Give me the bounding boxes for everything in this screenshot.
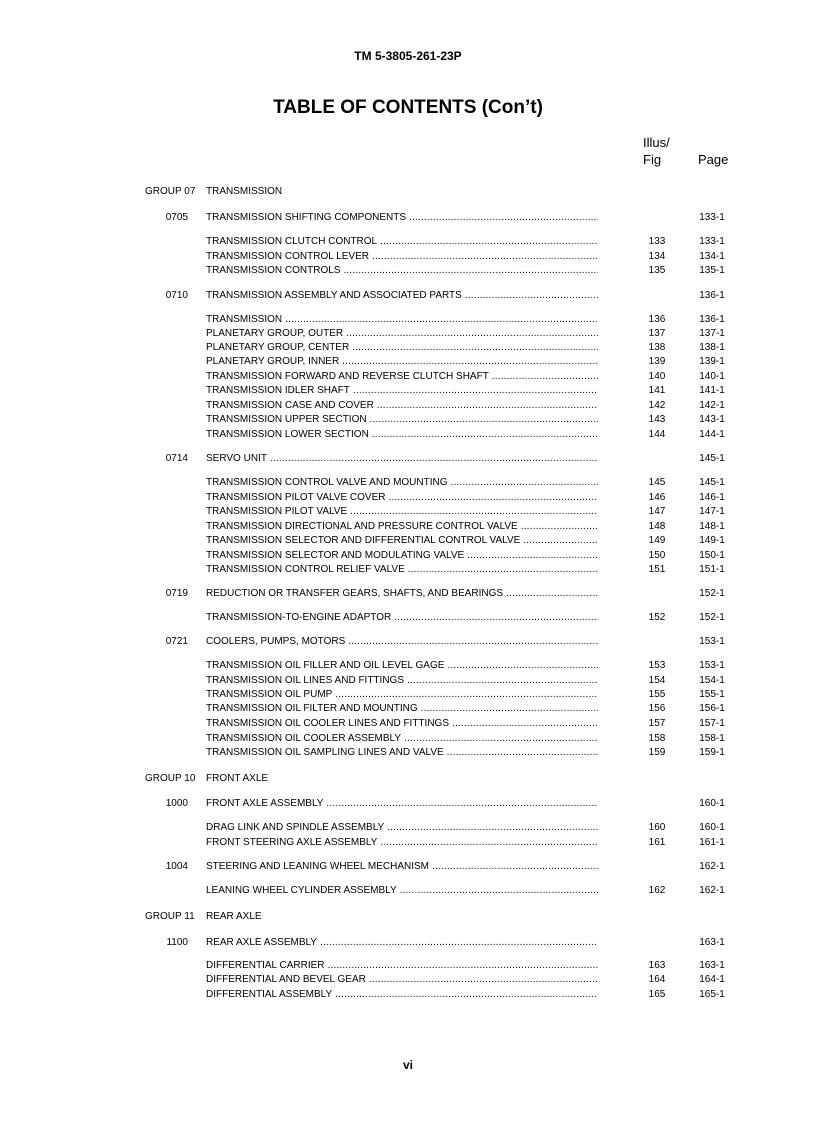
toc-title: TRANSMISSION OIL SAMPLING LINES AND VALVE ..... [206, 746, 598, 760]
toc-page: 151-1 [699, 564, 725, 575]
toc-title: TRANSMISSION CONTROL RELIEF VALVE ..... [206, 563, 598, 577]
toc-page: 137-1 [699, 328, 725, 339]
toc-page: 142-1 [699, 400, 725, 411]
toc-title: DIFFERENTIAL AND BEVEL GEAR ..... [206, 973, 598, 987]
toc-section-row [0, 289, 816, 303]
toc-title: TRANSMISSION ..... [206, 313, 598, 327]
page-title: TABLE OF CONTENTS (Con’t) [273, 97, 543, 118]
page-column-header: Page [698, 152, 729, 167]
toc-title: LEANING WHEEL CYLINDER ASSEMBLY ..... [206, 884, 598, 898]
toc-group-row [0, 910, 816, 924]
toc-title: TRANSMISSION UPPER SECTION ..... [206, 413, 598, 427]
toc-fig: 137 [648, 328, 666, 339]
toc-page: 146-1 [699, 492, 725, 503]
toc-title: DIFFERENTIAL ASSEMBLY ..... [206, 988, 598, 1002]
toc-title: TRANSMISSION CONTROL LEVER ..... [206, 250, 598, 264]
toc-section-row [0, 587, 816, 601]
toc-page: 138-1 [699, 342, 725, 353]
toc-page: 152-1 [699, 588, 725, 599]
toc-title: STEERING AND LEANING WHEEL MECHANISM ..... [206, 860, 598, 874]
toc-code: 1004 [165, 861, 188, 872]
toc-item-row [0, 674, 816, 688]
toc-fig: 155 [648, 689, 666, 700]
toc-page: 145-1 [699, 477, 725, 488]
toc-title: TRANSMISSION ASSEMBLY AND ASSOCIATED PARTS ..... [206, 289, 598, 303]
toc-title: TRANSMISSION CLUTCH CONTROL ..... [206, 235, 598, 249]
toc-title: TRANSMISSION CASE AND COVER ..... [206, 399, 598, 413]
toc-item-row [0, 884, 816, 898]
toc-item-row [0, 821, 816, 835]
toc-title: TRANSMISSION PILOT VALVE COVER ..... [206, 491, 598, 505]
toc-section-row [0, 452, 816, 466]
document-id: TM 5-3805-261-23P [354, 49, 462, 63]
toc-title: TRANSMISSION SELECTOR AND DIFFERENTIAL CONTROL VALVE ..... [206, 534, 598, 548]
toc-fig: 159 [648, 747, 666, 758]
toc-group-row [0, 185, 816, 199]
toc-page: 136-1 [699, 290, 725, 301]
toc-item-row [0, 264, 816, 278]
toc-fig: 143 [648, 414, 666, 425]
toc-code: 1000 [165, 798, 188, 809]
toc-fig: 138 [648, 342, 666, 353]
toc-title: FRONT STEERING AXLE ASSEMBLY ..... [206, 836, 598, 850]
toc-title: TRANSMISSION OIL FILLER AND OIL LEVEL GAGE ..... [206, 659, 598, 673]
toc-item-row [0, 428, 816, 442]
toc-title: TRANSMISSION OIL COOLER LINES AND FITTINGS ..... [206, 717, 598, 731]
toc-fig: 151 [648, 564, 666, 575]
toc-page: 141-1 [699, 385, 725, 396]
toc-page: 134-1 [699, 251, 725, 262]
toc-section-row [0, 635, 816, 649]
toc-page: 148-1 [699, 521, 725, 532]
toc-item-row [0, 717, 816, 731]
toc-fig: 148 [648, 521, 666, 532]
toc-fig: 160 [648, 822, 666, 833]
toc-page: 162-1 [699, 885, 725, 896]
toc-code: 1100 [166, 937, 188, 948]
toc-title: TRANSMISSION DIRECTIONAL AND PRESSURE CONTROL VALVE ..... [206, 520, 598, 534]
toc-item-row [0, 732, 816, 746]
toc-title: TRANSMISSION OIL LINES AND FITTINGS ..... [206, 674, 598, 688]
toc-title: PLANETARY GROUP, CENTER ..... [206, 341, 598, 355]
toc-item-row [0, 413, 816, 427]
toc-fig: 141 [648, 385, 666, 396]
toc-fig: 139 [648, 356, 666, 367]
toc-item-row [0, 611, 816, 625]
toc-fig: 144 [648, 429, 666, 440]
toc-item-row [0, 746, 816, 760]
toc-item-row [0, 370, 816, 384]
toc-item-row [0, 973, 816, 987]
toc-item-row [0, 549, 816, 563]
toc-page: 158-1 [699, 733, 725, 744]
toc-item-row [0, 688, 816, 702]
toc-item-row [0, 702, 816, 716]
toc-page: 143-1 [699, 414, 725, 425]
toc-title: TRANSMISSION IDLER SHAFT ..... [206, 384, 598, 398]
toc-fig: 162 [648, 885, 666, 896]
toc-title: TRANSMISSION-TO-ENGINE ADAPTOR ..... [206, 611, 598, 625]
toc-fig: 147 [648, 506, 666, 517]
toc-code: GROUP 07 [145, 186, 196, 197]
toc-title: TRANSMISSION LOWER SECTION ..... [206, 428, 598, 442]
toc-title: TRANSMISSION OIL PUMP ..... [206, 688, 598, 702]
toc-fig: 135 [648, 265, 666, 276]
toc-item-row [0, 235, 816, 249]
toc-item-row [0, 534, 816, 548]
toc-title: DIFFERENTIAL CARRIER ..... [206, 959, 598, 973]
toc-page: 139-1 [699, 356, 725, 367]
toc-page: 156-1 [699, 703, 725, 714]
toc-item-row [0, 341, 816, 355]
toc-title: DRAG LINK AND SPINDLE ASSEMBLY ..... [206, 821, 598, 835]
toc-page: 147-1 [699, 506, 725, 517]
toc-title: TRANSMISSION PILOT VALVE ..... [206, 505, 598, 519]
toc-page: 153-1 [699, 636, 725, 647]
toc-fig: 152 [648, 612, 666, 623]
toc-page: 159-1 [699, 747, 725, 758]
toc-group-row [0, 772, 816, 786]
toc-fig: 161 [648, 837, 666, 848]
toc-page: 161-1 [699, 837, 725, 848]
toc-page: 144-1 [699, 429, 725, 440]
toc-section-row [0, 936, 816, 950]
toc-title: COOLERS, PUMPS, MOTORS ..... [206, 635, 598, 649]
toc-page: 150-1 [699, 550, 725, 561]
toc-page: 160-1 [699, 798, 725, 809]
toc-item-row [0, 563, 816, 577]
illus-header-line2: Fig [643, 152, 662, 167]
toc-section-row [0, 797, 816, 811]
toc-page: 163-1 [699, 937, 725, 948]
toc-page: 155-1 [699, 689, 725, 700]
toc-item-row [0, 659, 816, 673]
toc-section-row [0, 211, 816, 225]
toc-title: REAR AXLE ASSEMBLY ..... [206, 936, 598, 950]
toc-code: 0721 [165, 636, 188, 647]
toc-fig: 145 [648, 477, 666, 488]
toc-code: 0710 [165, 290, 188, 301]
toc-item-row [0, 505, 816, 519]
toc-fig: 156 [648, 703, 666, 714]
toc-title: REAR AXLE [206, 911, 262, 922]
toc-item-row [0, 836, 816, 850]
toc-page: 135-1 [699, 265, 725, 276]
toc-item-row [0, 988, 816, 1002]
toc-title: FRONT AXLE [206, 773, 269, 784]
toc-code: 0705 [165, 212, 188, 223]
toc-page: 154-1 [699, 675, 725, 686]
toc-page: 153-1 [699, 660, 725, 671]
toc-title: FRONT AXLE ASSEMBLY ..... [206, 797, 598, 811]
toc-code: 0714 [165, 453, 188, 464]
toc-title: TRANSMISSION OIL FILTER AND MOUNTING ..... [206, 702, 598, 716]
toc-code: GROUP 10 [145, 773, 196, 784]
toc-fig: 153 [648, 660, 666, 671]
toc-item-row [0, 313, 816, 327]
toc-fig: 163 [648, 960, 666, 971]
toc-title: PLANETARY GROUP, OUTER ..... [206, 327, 598, 341]
toc-fig: 150 [648, 550, 666, 561]
toc-page: 133-1 [699, 212, 725, 223]
toc-page: 162-1 [699, 861, 725, 872]
toc-item-row [0, 959, 816, 973]
toc-item-row [0, 327, 816, 341]
toc-item-row [0, 476, 816, 490]
toc-item-row [0, 250, 816, 264]
toc-fig: 146 [648, 492, 666, 503]
toc-title: TRANSMISSION FORWARD AND REVERSE CLUTCH SHAFT ..... [206, 370, 598, 384]
toc-fig: 133 [648, 236, 666, 247]
toc-page: 160-1 [699, 822, 725, 833]
toc-fig: 149 [648, 535, 666, 546]
toc-title: TRANSMISSION OIL COOLER ASSEMBLY ..... [206, 732, 598, 746]
toc-page: 136-1 [699, 314, 725, 325]
toc-page: 140-1 [699, 371, 725, 382]
toc-item-row [0, 355, 816, 369]
toc-fig: 164 [648, 974, 666, 985]
toc-page: 149-1 [699, 535, 725, 546]
toc-fig: 134 [648, 251, 666, 262]
toc-fig: 157 [648, 718, 666, 729]
toc-title: TRANSMISSION SELECTOR AND MODULATING VALVE ..... [206, 549, 598, 563]
illus-header-line1: Illus/ [643, 135, 670, 150]
toc-item-row [0, 491, 816, 505]
toc-page: 157-1 [699, 718, 725, 729]
toc-title: TRANSMISSION [206, 186, 283, 197]
toc-page: 164-1 [699, 974, 725, 985]
toc-fig: 165 [648, 989, 666, 1000]
toc-fig: 158 [648, 733, 666, 744]
toc-section-row [0, 860, 816, 874]
toc-title: TRANSMISSION CONTROL VALVE AND MOUNTING ..... [206, 476, 598, 490]
toc-page: 152-1 [699, 612, 725, 623]
toc-title: TRANSMISSION CONTROLS ..... [206, 264, 598, 278]
toc-title: PLANETARY GROUP, INNER ..... [206, 355, 598, 369]
toc-fig: 136 [648, 314, 666, 325]
toc-page: 163-1 [699, 960, 725, 971]
toc-title: TRANSMISSION SHIFTING COMPONENTS ..... [206, 211, 598, 225]
page-number-footer: vi [402, 1058, 413, 1072]
toc-title: REDUCTION OR TRANSFER GEARS, SHAFTS, AND BEARINGS ..... [206, 587, 598, 601]
toc-item-row [0, 520, 816, 534]
toc-page: 145-1 [699, 453, 725, 464]
toc-code: GROUP 11 [145, 911, 195, 922]
toc-code: 0719 [165, 588, 188, 599]
toc-fig: 140 [648, 371, 666, 382]
toc-title: SERVO UNIT ..... [206, 452, 598, 466]
toc-page: 133-1 [699, 236, 725, 247]
toc-page: 165-1 [699, 989, 725, 1000]
toc-item-row [0, 399, 816, 413]
toc-fig: 142 [648, 400, 666, 411]
toc-item-row [0, 384, 816, 398]
toc-fig: 154 [648, 675, 666, 686]
